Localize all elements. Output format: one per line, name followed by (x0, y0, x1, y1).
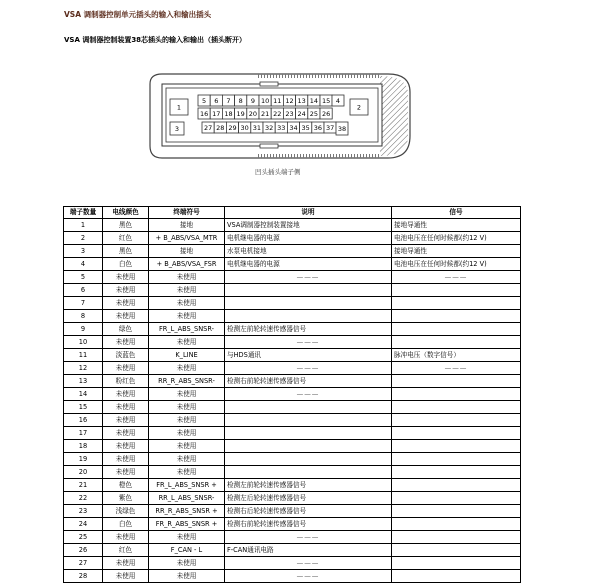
terminal-symbol-cell: FR_L_ABS_SNSR- (149, 323, 225, 336)
signal-cell: 接地导通性 (392, 219, 521, 232)
connector-pin-label: 23 (285, 109, 294, 118)
terminal-symbol-cell: 未使用 (149, 284, 225, 297)
description-cell: F-CAN通讯电路 (225, 544, 392, 557)
pin-number-cell: 21 (64, 479, 103, 492)
header-description: 说明 (225, 207, 392, 219)
pin-number-cell: 14 (64, 388, 103, 401)
wire-color-cell: 未使用 (103, 570, 149, 583)
pin-number-cell: 20 (64, 466, 103, 479)
pin-number-cell: 2 (64, 232, 103, 245)
signal-cell (392, 388, 521, 401)
description-cell: ——— (225, 531, 392, 544)
pin-number-cell: 12 (64, 362, 103, 375)
terminal-symbol-cell: 未使用 (149, 427, 225, 440)
connector-pin-label: 31 (252, 123, 262, 132)
table-row (64, 245, 521, 258)
table-row (64, 453, 521, 466)
table-header-row (64, 207, 521, 219)
signal-cell: 接地导通性 (392, 245, 521, 258)
signal-cell (392, 570, 521, 583)
terminal-symbol-cell: 接地 (149, 245, 225, 258)
terminal-symbol-cell: 未使用 (149, 440, 225, 453)
connector-pin-label: 28 (216, 123, 225, 132)
terminal-symbol-cell: RR_L_ABS_SNSR- (149, 492, 225, 505)
pin-number-cell: 22 (64, 492, 103, 505)
connector-pin-label: 11 (273, 96, 282, 105)
table-row (64, 310, 521, 323)
signal-cell: 电池电压在任何时候都(约12 V) (392, 258, 521, 271)
connector-pin-label: 18 (224, 109, 233, 118)
pin-number-cell: 27 (64, 557, 103, 570)
signal-cell (392, 505, 521, 518)
signal-cell (392, 284, 521, 297)
wire-color-cell: 未使用 (103, 440, 149, 453)
connector-pin-label: 22 (273, 109, 282, 118)
signal-cell (392, 557, 521, 570)
table-row (64, 427, 521, 440)
description-cell (225, 401, 392, 414)
pin-number-cell: 10 (64, 336, 103, 349)
description-cell: 检测右前轮转速传感器信号 (225, 518, 392, 531)
table-row (64, 349, 521, 362)
header-signal: 信号 (392, 207, 521, 219)
wire-color-cell: 紫色 (103, 492, 149, 505)
pin-number-cell: 8 (64, 310, 103, 323)
connector-pin-label: 2 (356, 103, 362, 112)
terminal-symbol-cell: 未使用 (149, 557, 225, 570)
connector-caption: 凹头插头端子侧 (255, 168, 301, 176)
signal-cell (392, 297, 521, 310)
description-cell: 检测左前轮转速传感器信号 (225, 323, 392, 336)
pin-number-cell: 16 (64, 414, 103, 427)
pin-number-cell: 9 (64, 323, 103, 336)
terminal-symbol-cell: + B_ABS/VSA_FSR (149, 258, 225, 271)
connector-pin-label: 19 (236, 109, 245, 118)
pin-number-cell: 3 (64, 245, 103, 258)
table-row (64, 414, 521, 427)
pin-number-cell: 17 (64, 427, 103, 440)
table-row (64, 440, 521, 453)
signal-cell (392, 466, 521, 479)
pin-number-cell: 26 (64, 544, 103, 557)
terminal-symbol-cell: RR_R_ABS_SNSR + (149, 505, 225, 518)
wire-color-cell: 黑色 (103, 219, 149, 232)
description-cell (225, 427, 392, 440)
signal-cell (392, 440, 521, 453)
pin-number-cell: 15 (64, 401, 103, 414)
connector-pin-label: 14 (309, 96, 319, 105)
table-row (64, 505, 521, 518)
signal-cell (392, 531, 521, 544)
description-cell (225, 284, 392, 297)
description-cell: 水泵电机接地 (225, 245, 392, 258)
wire-color-cell: 红色 (103, 544, 149, 557)
pin-number-cell: 24 (64, 518, 103, 531)
connector-pin-label: 1 (176, 103, 182, 112)
connector-pin-label: 3 (174, 124, 180, 133)
signal-cell (392, 518, 521, 531)
wire-color-cell: 未使用 (103, 297, 149, 310)
wire-color-cell: 浅绿色 (103, 505, 149, 518)
connector-pin-label: 5 (202, 96, 207, 105)
signal-cell (392, 544, 521, 557)
description-cell: ——— (225, 271, 392, 284)
table-row (64, 570, 521, 583)
table-row (64, 492, 521, 505)
connector-pin-label: 37 (325, 123, 335, 132)
wire-color-cell: 黑色 (103, 245, 149, 258)
wire-color-cell: 未使用 (103, 271, 149, 284)
terminal-symbol-cell: FR_R_ABS_SNSR + (149, 518, 225, 531)
terminal-symbol-cell: 未使用 (149, 466, 225, 479)
wire-color-cell: 白色 (103, 258, 149, 271)
wire-color-cell: 未使用 (103, 531, 149, 544)
header-pin-number: 端子数量 (64, 207, 103, 219)
connector-pin-label: 15 (321, 96, 331, 105)
table-row (64, 271, 521, 284)
description-cell: 检测右前轮转速传感器信号 (225, 375, 392, 388)
terminal-symbol-cell: 接地 (149, 219, 225, 232)
pin-number-cell: 11 (64, 349, 103, 362)
pin-number-cell: 18 (64, 440, 103, 453)
wire-color-cell: 未使用 (103, 557, 149, 570)
table-row (64, 466, 521, 479)
table-row (64, 219, 521, 232)
table-row (64, 375, 521, 388)
terminal-symbol-cell: RR_R_ABS_SNSR- (149, 375, 225, 388)
connector-pin-label: 6 (214, 96, 219, 105)
pin-number-cell: 25 (64, 531, 103, 544)
table-row (64, 388, 521, 401)
terminal-symbol-cell: K_LINE (149, 349, 225, 362)
connector-pin-label: 20 (248, 109, 258, 118)
terminal-symbol-cell: FR_L_ABS_SNSR + (149, 479, 225, 492)
pin-number-cell: 5 (64, 271, 103, 284)
signal-cell (392, 479, 521, 492)
terminal-symbol-cell: 未使用 (149, 310, 225, 323)
connector-pin-label: 29 (228, 123, 237, 132)
wire-color-cell: 未使用 (103, 388, 149, 401)
description-cell: ——— (225, 570, 392, 583)
page-title: VSA 调制器控制单元插头的输入和输出插头 (64, 10, 212, 19)
signal-cell (392, 492, 521, 505)
pin-number-cell: 28 (64, 570, 103, 583)
description-cell: ——— (225, 336, 392, 349)
connector-pin-label: 34 (289, 123, 298, 132)
pin-number-cell: 7 (64, 297, 103, 310)
signal-cell: ——— (392, 362, 521, 375)
wire-color-cell: 未使用 (103, 310, 149, 323)
terminal-symbol-cell: 未使用 (149, 297, 225, 310)
connector-pin-label: 33 (277, 123, 286, 132)
wire-color-cell: 未使用 (103, 466, 149, 479)
table-row (64, 544, 521, 557)
pin-number-cell: 13 (64, 375, 103, 388)
pin-number-cell: 6 (64, 284, 103, 297)
connector-pin-label: 4 (335, 96, 341, 105)
table-row (64, 518, 521, 531)
wire-color-cell: 粉红色 (103, 375, 149, 388)
description-cell: 与HDS通讯 (225, 349, 392, 362)
table-row (64, 284, 521, 297)
description-cell (225, 310, 392, 323)
wire-color-cell: 未使用 (103, 362, 149, 375)
table-row (64, 401, 521, 414)
wire-color-cell: 绿色 (103, 323, 149, 336)
terminal-symbol-cell: 未使用 (149, 401, 225, 414)
description-cell: 检测左前轮转速传感器信号 (225, 479, 392, 492)
wire-color-cell: 未使用 (103, 427, 149, 440)
signal-cell (392, 310, 521, 323)
connector-diagram (148, 72, 418, 162)
connector-pin-label: 8 (238, 96, 243, 105)
terminal-symbol-cell: 未使用 (149, 336, 225, 349)
connector-pin-label: 36 (313, 123, 323, 132)
signal-cell (392, 375, 521, 388)
connector-pin-label: 9 (250, 96, 255, 105)
terminal-symbol-cell: 未使用 (149, 388, 225, 401)
signal-cell (392, 336, 521, 349)
wire-color-cell: 未使用 (103, 453, 149, 466)
table-row (64, 258, 521, 271)
terminal-symbol-cell: F_CAN - L (149, 544, 225, 557)
connector-pin-label: 12 (285, 96, 294, 105)
connector-pin-label: 30 (240, 123, 249, 132)
section-subtitle: VSA 调制器控制装置38芯插头的输入和输出（插头断开） (64, 36, 247, 44)
terminal-symbol-cell: 未使用 (149, 453, 225, 466)
connector-pin-label: 26 (321, 109, 331, 118)
header-wire-color: 电线颜色 (103, 207, 149, 219)
connector-pin-label: 7 (226, 96, 231, 105)
connector-pin-label: 21 (260, 109, 270, 118)
table-row (64, 479, 521, 492)
signal-cell (392, 427, 521, 440)
description-cell: 检测右后轮转速传感器信号 (225, 505, 392, 518)
description-cell (225, 414, 392, 427)
pin-number-cell: 19 (64, 453, 103, 466)
signal-cell (392, 401, 521, 414)
connector-pin-label: 16 (199, 109, 209, 118)
terminal-symbol-cell: 未使用 (149, 362, 225, 375)
wire-color-cell: 未使用 (103, 336, 149, 349)
pin-number-cell: 4 (64, 258, 103, 271)
connector-pin-label: 10 (260, 96, 270, 105)
description-cell (225, 466, 392, 479)
wire-color-cell: 红色 (103, 232, 149, 245)
signal-cell: 脉冲电压（数字信号） (392, 349, 521, 362)
wire-color-cell: 未使用 (103, 414, 149, 427)
connector-pin-label: 27 (203, 123, 213, 132)
terminal-symbol-cell: 未使用 (149, 414, 225, 427)
table-row (64, 323, 521, 336)
terminal-symbol-cell: + B_ABS/VSA_MTR (149, 232, 225, 245)
description-cell: 电机继电器的电源 (225, 232, 392, 245)
table-row (64, 232, 521, 245)
wire-color-cell: 淡蓝色 (103, 349, 149, 362)
table-row (64, 531, 521, 544)
description-cell: VSA调制器控制装置接地 (225, 219, 392, 232)
connector-pin-label: 17 (212, 109, 221, 118)
description-cell (225, 297, 392, 310)
header-terminal-symbol: 终端符号 (149, 207, 225, 219)
signal-cell (392, 453, 521, 466)
table-row (64, 297, 521, 310)
description-cell: 检测左后轮转速传感器信号 (225, 492, 392, 505)
signal-cell: ——— (392, 271, 521, 284)
connector-pin-label: 38 (337, 124, 347, 133)
terminal-symbol-cell: 未使用 (149, 531, 225, 544)
pin-number-cell: 23 (64, 505, 103, 518)
description-cell: 电机继电器的电源 (225, 258, 392, 271)
description-cell: ——— (225, 557, 392, 570)
wire-color-cell: 未使用 (103, 284, 149, 297)
wire-color-cell: 橙色 (103, 479, 149, 492)
description-cell: ——— (225, 388, 392, 401)
connector-pin-label: 32 (264, 123, 274, 132)
connector-pin-label: 25 (309, 109, 319, 118)
signal-cell (392, 323, 521, 336)
pin-table (63, 206, 521, 583)
terminal-symbol-cell: 未使用 (149, 570, 225, 583)
description-cell: ——— (225, 362, 392, 375)
wire-color-cell: 白色 (103, 518, 149, 531)
description-cell (225, 440, 392, 453)
table-row (64, 557, 521, 570)
signal-cell (392, 414, 521, 427)
table-row (64, 336, 521, 349)
signal-cell: 电池电压在任何时候都(约12 V) (392, 232, 521, 245)
table-row (64, 362, 521, 375)
connector-pin-label: 24 (297, 109, 306, 118)
description-cell (225, 453, 392, 466)
pin-number-cell: 1 (64, 219, 103, 232)
connector-pin-label: 35 (301, 123, 310, 132)
terminal-symbol-cell: 未使用 (149, 271, 225, 284)
connector-pin-label: 13 (297, 96, 306, 105)
wire-color-cell: 未使用 (103, 401, 149, 414)
